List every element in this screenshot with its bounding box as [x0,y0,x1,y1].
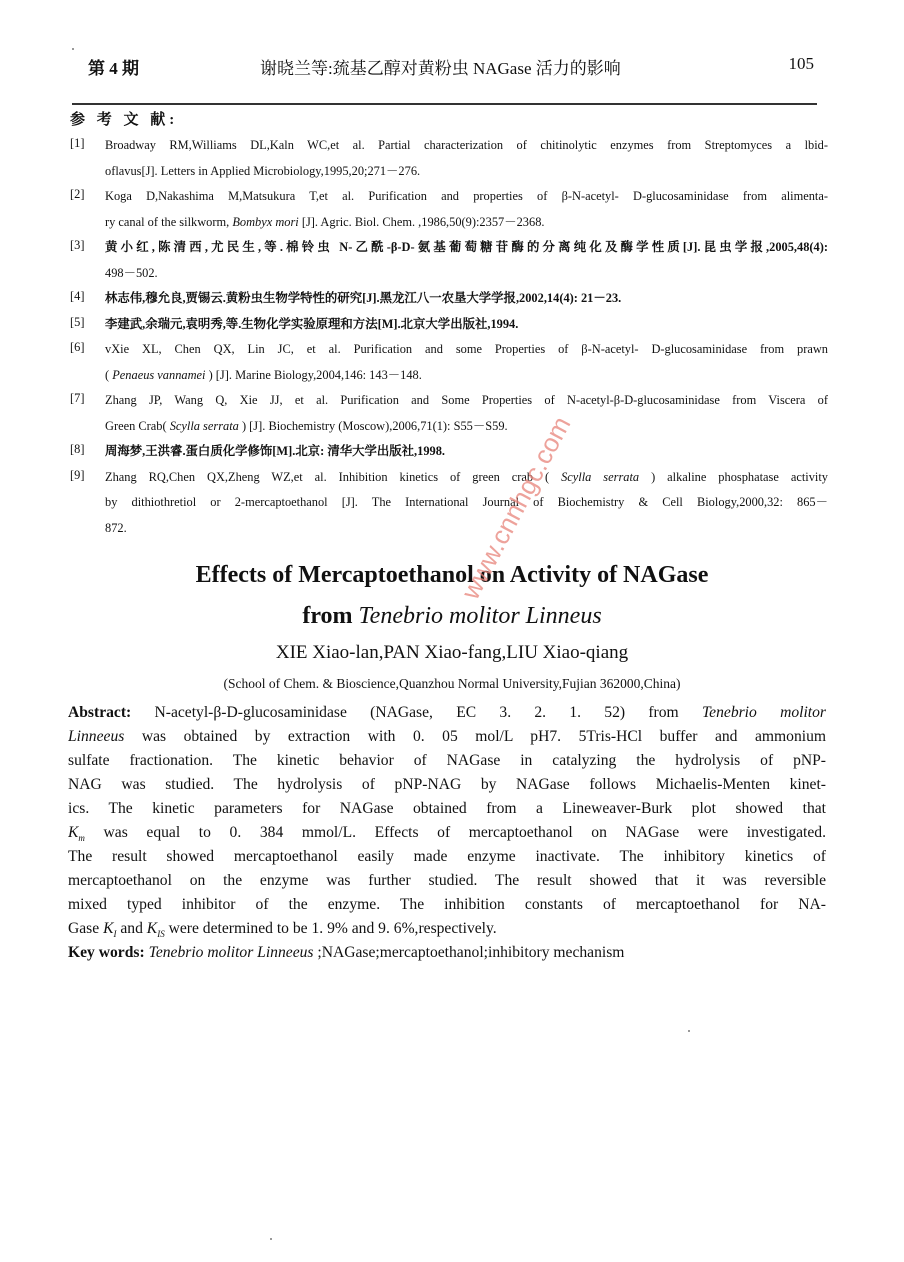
italic-text: Scylla serrata [169,418,239,433]
text-line [68,846,826,870]
text-run: ry canal of the silkworm, [105,214,233,229]
text-run: m [78,833,85,844]
reference-number: [3] [70,238,85,252]
text-line [68,894,826,918]
text-run: Key words: [68,944,145,961]
text-line [105,162,828,188]
text-run: [J]. Agric. Biol. Chem. ,1986,50(9):2357－2368. [298,214,545,229]
text-line [105,264,828,290]
text-run: Zhang JP, Wang Q, Xie JJ, et al. Purification and Some Properties of N-acetyl-β-D-glucosaminidase from Viscera of [105,393,828,407]
text-run: ) [J]. Biochemistry (Moscow),2006,71(1): S55－S59. [238,418,508,433]
italic-text: Penaeus vannamei [112,367,206,382]
species-name: Tenebrio molitor Linneus [358,603,602,629]
text-line [105,468,828,494]
text-run: ics. The kinetic parameters for NAGase obtained from a Lineweaver-Burk plot showed that [68,800,826,817]
reference-number: [6] [70,340,85,354]
references-heading: 参 考 文 献: [70,112,179,128]
italic-text: Bombyx mori [232,214,299,229]
italic-text: Scylla serrata [561,469,640,484]
scan-speck [270,1238,272,1240]
text-line [68,822,826,846]
text-run: Abstract: [68,704,132,721]
running-title: 谢晓兰等:巯基乙醇对黄粉虫 NAGase 活力的影响 [260,59,621,78]
text-line [105,187,828,213]
text-run: 林志伟,穆允良,贾锡云.黄粉虫生物学特性的研究[J].黑龙江八一农垦大学学报,2002,14(4): 21－23. [105,291,622,305]
text-line [105,213,828,239]
text-run: I [113,929,117,940]
text-line [105,340,828,366]
text-run: ) alkaline phosphatase activity [639,469,828,484]
text-run: Green Crab( [105,418,170,433]
text-run: ;NAGase;mercaptoethanol;inhibitory mechanism [313,944,625,961]
italic-text: Tenebrio molitor Linneeus [148,944,314,961]
page-number: 105 [788,54,814,73]
reference-number: [8] [70,442,85,456]
paper-title-line2: from Tenebrio molitor Linneus [302,603,602,629]
reference-item [70,442,828,468]
text-line [105,442,828,468]
text-run: was obtained by extraction with 0. 05 mol/L pH7. 5Tris-HCl buffer and ammonium [124,728,826,745]
italic-text: Linneeus [68,728,125,745]
text-line [68,726,826,750]
text-run: were determined to be 1. 9% and 9. 6%,respectively. [164,920,497,937]
text-line [105,238,828,264]
reference-number: [1] [70,136,85,150]
references-list [70,136,828,544]
text-line [68,870,826,894]
reference-item [70,289,828,315]
text-run: Gase [68,920,104,937]
text-line [68,918,826,942]
italic-text: Tenebrio molitor [701,704,826,721]
reference-number: [9] [70,467,85,482]
text-line [68,798,826,822]
reference-number: [7] [70,391,85,405]
text-line [105,519,828,545]
text-run: NAG was studied. The hydrolysis of pNP-NAG by NAGase follows Michaelis-Menten kinet- [68,776,826,793]
text-run: Broadway RM,Williams DL,Kaln WC,et al. Partial characterization of chitinolytic enzymes from Streptomyces a lbid- [105,138,828,152]
text-run: vXie XL, Chen QX, Lin JC, et al. Purification and some Properties of β-N-acetyl- D-glucosaminidase from prawn [105,342,828,356]
text-line [68,774,826,798]
text-line [105,366,828,392]
text-run: sulfate fractionation. The kinetic behavior of NAGase in catalyzing the hydrolysis of pNP- [68,752,826,769]
text-line [105,315,828,341]
text-run: 李建武,余瑞元,袁明秀,等.生物化学实验原理和方法[M].北京大学出版社,1994. [105,316,519,331]
text-line [68,702,826,726]
text-line [105,417,828,443]
reference-item [70,340,828,391]
text-line [105,493,828,519]
text-run: Koga D,Nakashima M,Matsukura T,et al. Purification and properties of β-N-acetyl- D-glucosaminidase from alimenta- [105,189,828,203]
reference-number: [4] [70,289,85,303]
text-run: 黄小红,陈清西,尤民生,等.棉铃虫 N-乙酰-β-D-氨基葡萄糖苷酶的分离纯化及酶学性质[J].昆虫学报,2005,48(4): [105,240,828,254]
text-run: mixed typed inhibitor of the enzyme. The inhibition constants of mercaptoethanol for NA- [68,896,826,913]
watermark: www.cnnhgc.com [455,411,577,605]
text-line [68,750,826,774]
italic-text: K [68,824,79,841]
running-header [88,54,814,82]
paper-title: Effects of Mercaptoethanol on Activity of NAGase [195,562,709,588]
reference-item [70,136,828,187]
reference-item [70,468,828,545]
italic-text: K [103,920,114,937]
affiliation: (School of Chem. & Bioscience,Quanzhou Normal University,Fujian 362000,China) [223,676,681,691]
text-run: ( [105,367,113,382]
text-line [105,289,828,315]
text-run: was equal to 0. 384 mmol/L. Effects of mercaptoethanol on NAGase were investigated. [84,824,826,841]
text-run: Zhang RQ,Chen QX,Zheng WZ,et al. Inhibition kinetics of green crab ( [105,469,562,484]
authors: XIE Xiao-lan,PAN Xiao-fang,LIU Xiao-qiang [275,642,629,663]
text-run: 872. [105,520,127,535]
text-run: ) [J]. Marine Biology,2004,146: 143－148. [205,367,422,382]
reference-item [70,238,828,289]
text-line [68,942,826,966]
reference-item [70,315,828,341]
scan-speck [688,1030,690,1032]
reference-number: [2] [70,187,85,201]
text-run: 498－502. [105,265,158,280]
text-line [105,391,828,417]
text-run: by dithiothretiol or 2-mercaptoethanol [J]. The International Journal of Biochemistry & Cell Biology,2000,32: 865－ [105,495,828,509]
text-run: N-acetyl-β-D-glucosaminidase (NAGase, EC 3. 2. 1. 52) from [131,704,702,721]
text-run: 周海梦,王洪睿.蛋白质化学修饰[M].北京: 清华大学出版社,1998. [105,444,446,458]
text-line [105,136,828,162]
reference-item [70,391,828,442]
text-run: and [116,920,147,937]
text-run: The result showed mercaptoethanol easily made enzyme inactivate. The inhibitory kinetics of [68,848,826,865]
reference-number: [5] [70,314,85,329]
reference-item [70,187,828,238]
abstract [68,702,826,966]
italic-text: K [146,920,158,937]
text-run: oflavus[J]. Letters in Applied Microbiology,1995,20;271－276. [105,163,421,178]
text-run: IS [157,929,165,940]
header-rule [72,103,817,105]
issue-number: 第 4 期 [88,59,139,78]
scan-speck [72,48,74,50]
text-run: mercaptoethanol on the enzyme was further studied. The result showed that it was reversible [68,872,826,889]
